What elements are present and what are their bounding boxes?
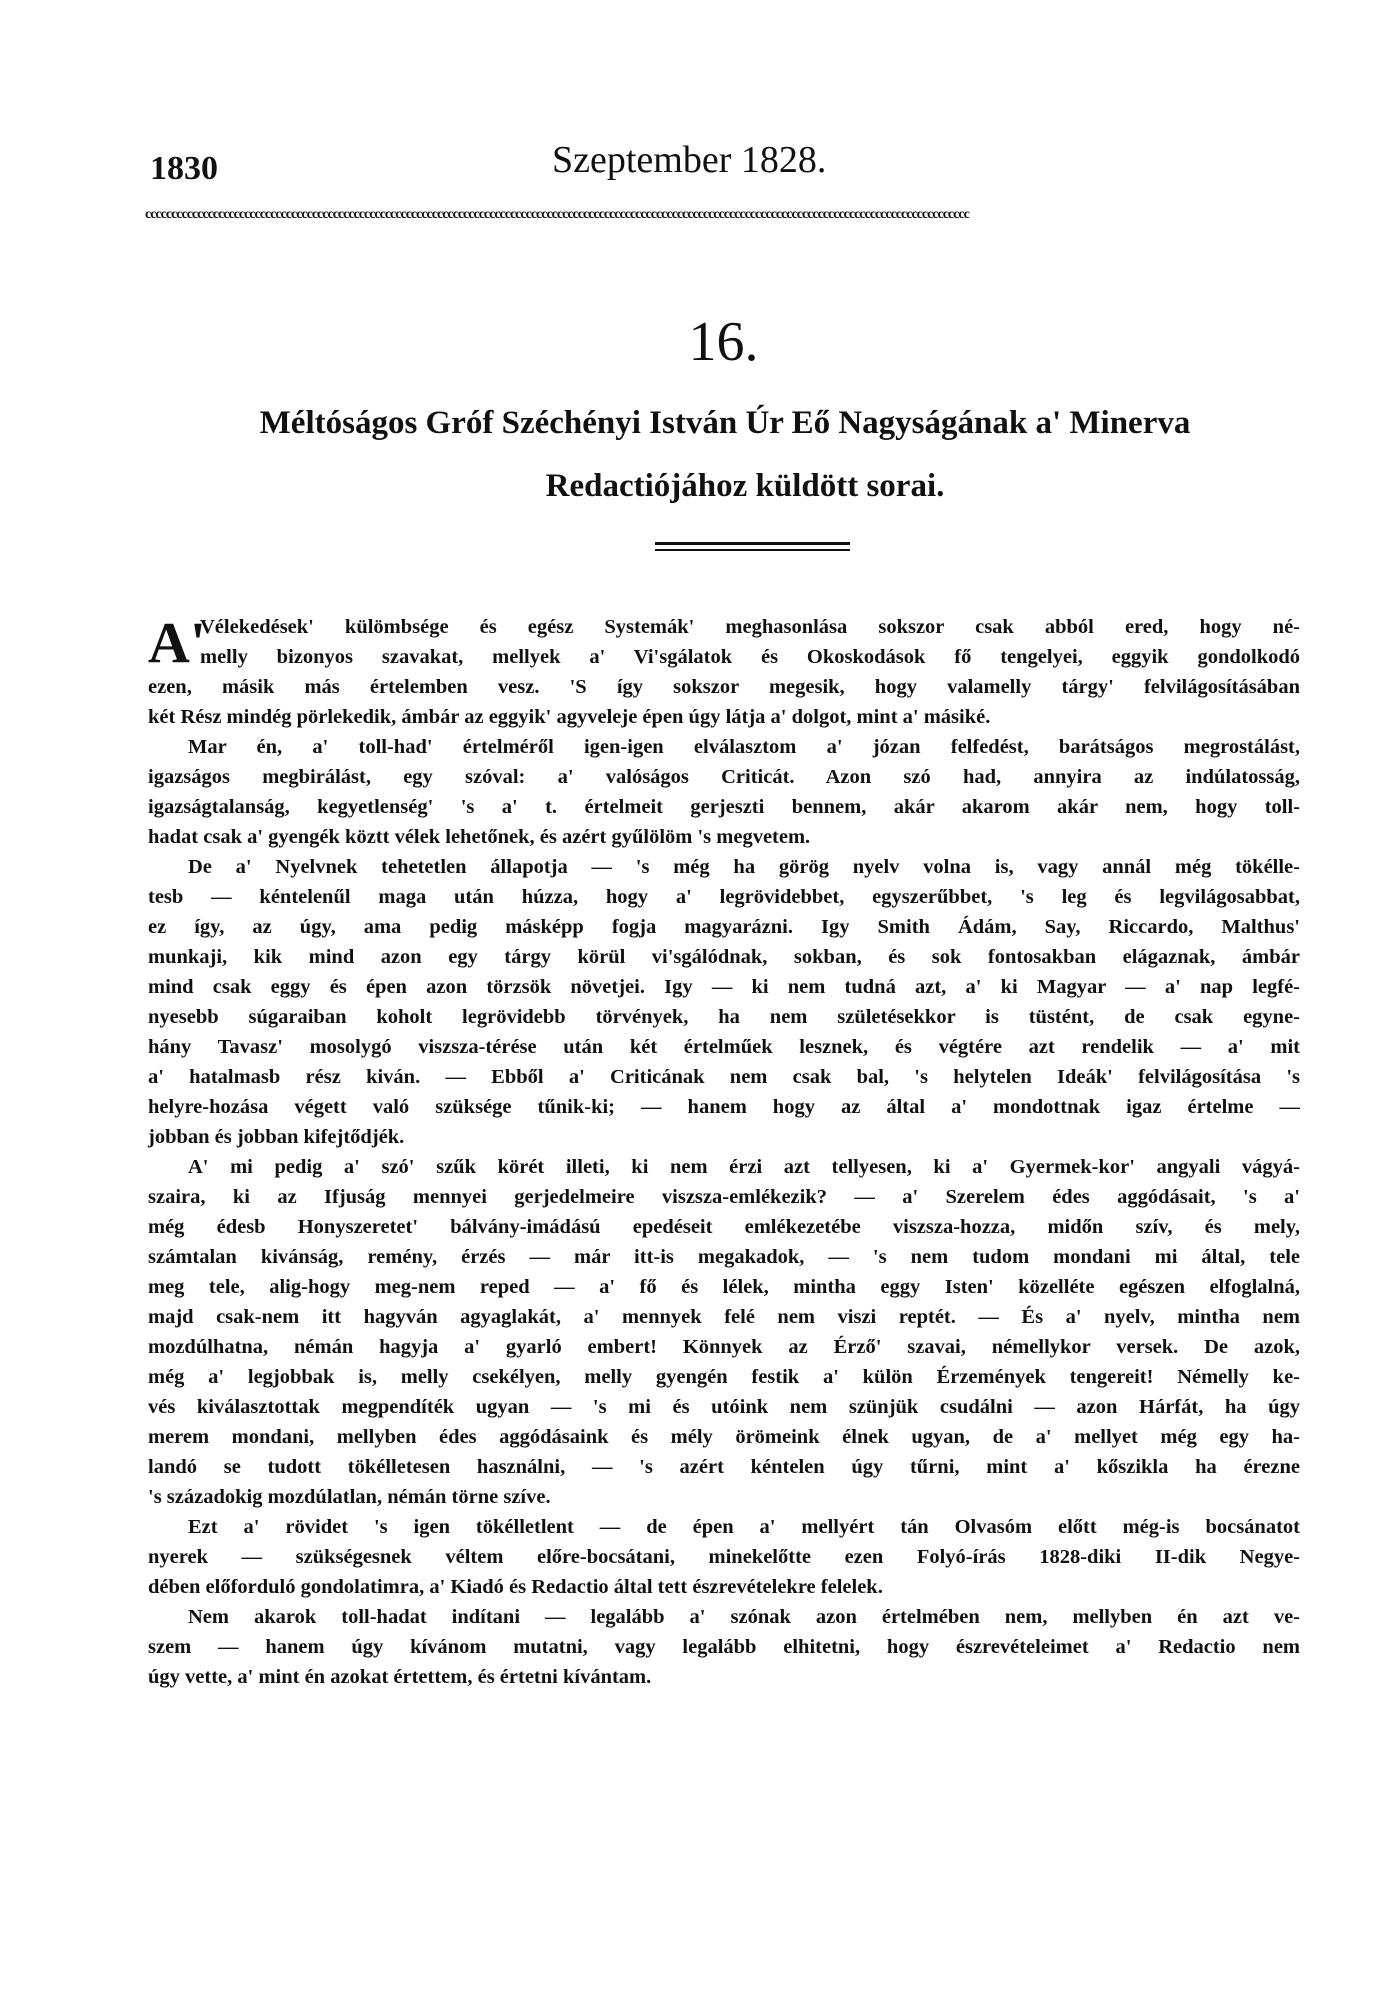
- text-line: De a' Nyelvnek tehetetlen állapotja — 's még ha görög nyelv volna is, vagy annál még tökélle-: [188, 856, 1300, 878]
- text-line: tesb — kéntelenűl maga után húzza, hogy a' legrövidebbet, egyszerűbbet, 's leg és legvilágosabbat,: [148, 886, 1300, 908]
- text-line: hány Tavasz' mosolygó viszsza-térése után két értelműek lesznek, és végtére azt rendelik — a' mit: [148, 1036, 1300, 1058]
- paragraph: [148, 1602, 1300, 1692]
- text-line: majd csak-nem itt hagyván agyaglakát, a' mennyek felé nem viszi reptét. — És a' nyelv, mintha nem: [148, 1306, 1300, 1328]
- paragraph: [148, 612, 1300, 732]
- text-line: mozdúlhatna, némán hagyja a' gyarló embert! Könnyek az Érző' szavai, némellykor versek. De azok,: [148, 1336, 1300, 1358]
- text-line: mind csak eggy és épen azon törzsök növetjei. Igy — ki nem tudná azt, a' ki Magyar — a' nap legfé-: [148, 976, 1300, 998]
- text-line: jobban és jobban kifejtődjék.: [148, 1126, 405, 1148]
- paragraph: [148, 852, 1300, 1152]
- page-number: 1830: [150, 150, 218, 187]
- text-line: nyesebb súgaraiban koholt legrövidebb törvények, ha nem születésekkor is tüstént, de csak egyne-: [148, 1006, 1300, 1028]
- text-line: igazságos megbirálást, egy szóval: a' valóságos Criticát. Azon szó had, annyira az indúlatosság,: [148, 766, 1300, 788]
- text-line: melly bizonyos szavakat, mellyek a' Vi'sgálatok és Okoskodások fő tengelyei, eggyik gondolkodó: [200, 646, 1300, 668]
- text-line: Mar én, a' toll-had' értelméről igen-igen elválasztom a' józan felfedést, barátságos megrostálást,: [188, 736, 1300, 758]
- text-line: Nem akarok toll-hadat indítani — legalább a' szónak azon értelmében nem, mellyben én azt ve-: [188, 1606, 1300, 1628]
- text-line: szaira, ki az Ifjuság mennyei gerjedelmeire viszsza-emlékezik? — a' Szerelem édes aggódásait, 's a': [148, 1186, 1300, 1208]
- text-line: meg tele, alig-hogy meg-nem reped — a' fő és lélek, mintha eggy Isten' közellétе egészen elfoglalná,: [148, 1276, 1300, 1298]
- text-line: még a' legjobbak is, melly csekélyen, melly gyengén festik a' külön Érzemények tengereit! Némelly ke-: [148, 1366, 1300, 1388]
- text-line: Vélekedések' külömbsége és egész Systemák' meghasonlása sokszor csak abból ered, hogy né-: [200, 616, 1300, 638]
- text-line: két Rész mindég pörlekedik, ámbár az eggyik' agyveleje épen úgy látja a' dolgot, mint a' másiké.: [148, 706, 991, 728]
- text-line: szem — hanem úgy kívánom mutatni, vagy legalább elhitetni, hogy észrevételeimet a' Redactio nem: [148, 1636, 1300, 1658]
- text-line: helyre-hozása végett való szüksége tűnik-ki; — hanem hogy az által a' mondottnak igaz értelme —: [148, 1096, 1300, 1118]
- text-line: landó se tudott tökélletesen használni, — 's azért kéntelen úgy tűrni, mint a' kőszikla ha érezne: [148, 1456, 1300, 1478]
- paragraph: [148, 1152, 1300, 1512]
- title-divider: [655, 542, 850, 545]
- text-line: A' mi pedig a' szó' szűk körét illeti, ki nem érzi azt tellyesen, ki a' Gyermek-kor' angyali vágyá-: [188, 1156, 1300, 1178]
- text-line: munkaji, kik mind azon egy tárgy körül vi'sgálódnak, sokban, és sok fontosakban elágaznak, ámbár: [148, 946, 1300, 968]
- text-line: vés kiválasztottak megpendíték ugyan — 's mi és utóink nem szünjük csudálni — azon Hárfát, ha úgy: [148, 1396, 1300, 1418]
- article-body: [148, 612, 1300, 1692]
- text-line: ezen, másik más értelemben vesz. 'S így sokszor megesik, hogy valamelly tárgy' felvilágosításában: [148, 676, 1300, 698]
- paragraph: [148, 1512, 1300, 1602]
- running-title: Szeptember 1828.: [552, 139, 827, 181]
- text-line: a' hatalmasb rész kiván. — Ebből a' Criticának nem csak bal, 's helytelen Ideák' felvilágosítása 's: [148, 1066, 1300, 1088]
- text-line: hadat csak a' gyengék köztt vélek lehetőnek, és azért gyűlölöm 's megvetem.: [148, 826, 811, 848]
- text-line: igazságtalanság, kegyetlenség' 's a' t. értelmeit gerjeszti bennem, akár akarom akár nem, hogy toll-: [148, 796, 1300, 818]
- text-line: ez így, az úgy, ama pedig másképp fogja magyarázni. Igy Smith Ádám, Say, Riccardo, Malthus': [148, 916, 1300, 938]
- text-line: Ezt a' rövidet 's igen tökélletlent — de épen a' mellyért tán Olvasóm előtt még-is bocsánatot: [188, 1516, 1300, 1538]
- paragraph: [148, 732, 1300, 852]
- article-title-line-2: Redactiójához küldött sorai.: [545, 468, 945, 504]
- text-line: 's századokig mozdúlatlan, némán törne szíve.: [148, 1486, 551, 1508]
- text-line: úgy vette, a' mint én azokat értettem, és értetni kívántam.: [148, 1666, 652, 1688]
- text-line: merem mondani, mellyben édes aggódásaink és mély örömeink élnek ugyan, de a' mellyet még egy ha-: [148, 1426, 1300, 1448]
- text-line: nyerek — szükségesnek véltem előre-bocsátani, minekelőtte ezen Folyó-írás 1828-diki II-dik Negye-: [148, 1546, 1300, 1568]
- article-title-line-1: Méltóságos Gróf Széchényi István Úr Eő Nagyságának a' Minerva: [259, 405, 1191, 441]
- article-number: 16.: [688, 311, 759, 373]
- text-line: débеn előforduló gondolatimra, a' Kiadó és Redactio által tett észrevételekre felelek.: [148, 1576, 883, 1598]
- drop-cap: A': [148, 610, 206, 675]
- text-line: még édesb Honyszeretet' bálvány-imádású epedéseit emlékezetébe viszsza-hozza, midőn szív, és mely,: [148, 1216, 1300, 1238]
- ornamental-rule: cccccccccccccccccccccccccccccccccccccccccccccccccccccccccccccccccccccccccccccccccccccccccccccccccccccccccccccccccccccccccccccccccccccccccccccccccccccccccccccc: [145, 208, 969, 222]
- text-line: számtalan kivánság, remény, érzés — már itt-is megakadok, — 's nem tudom mondani mi által, tele: [148, 1246, 1300, 1268]
- title-divider-lower: [655, 549, 850, 551]
